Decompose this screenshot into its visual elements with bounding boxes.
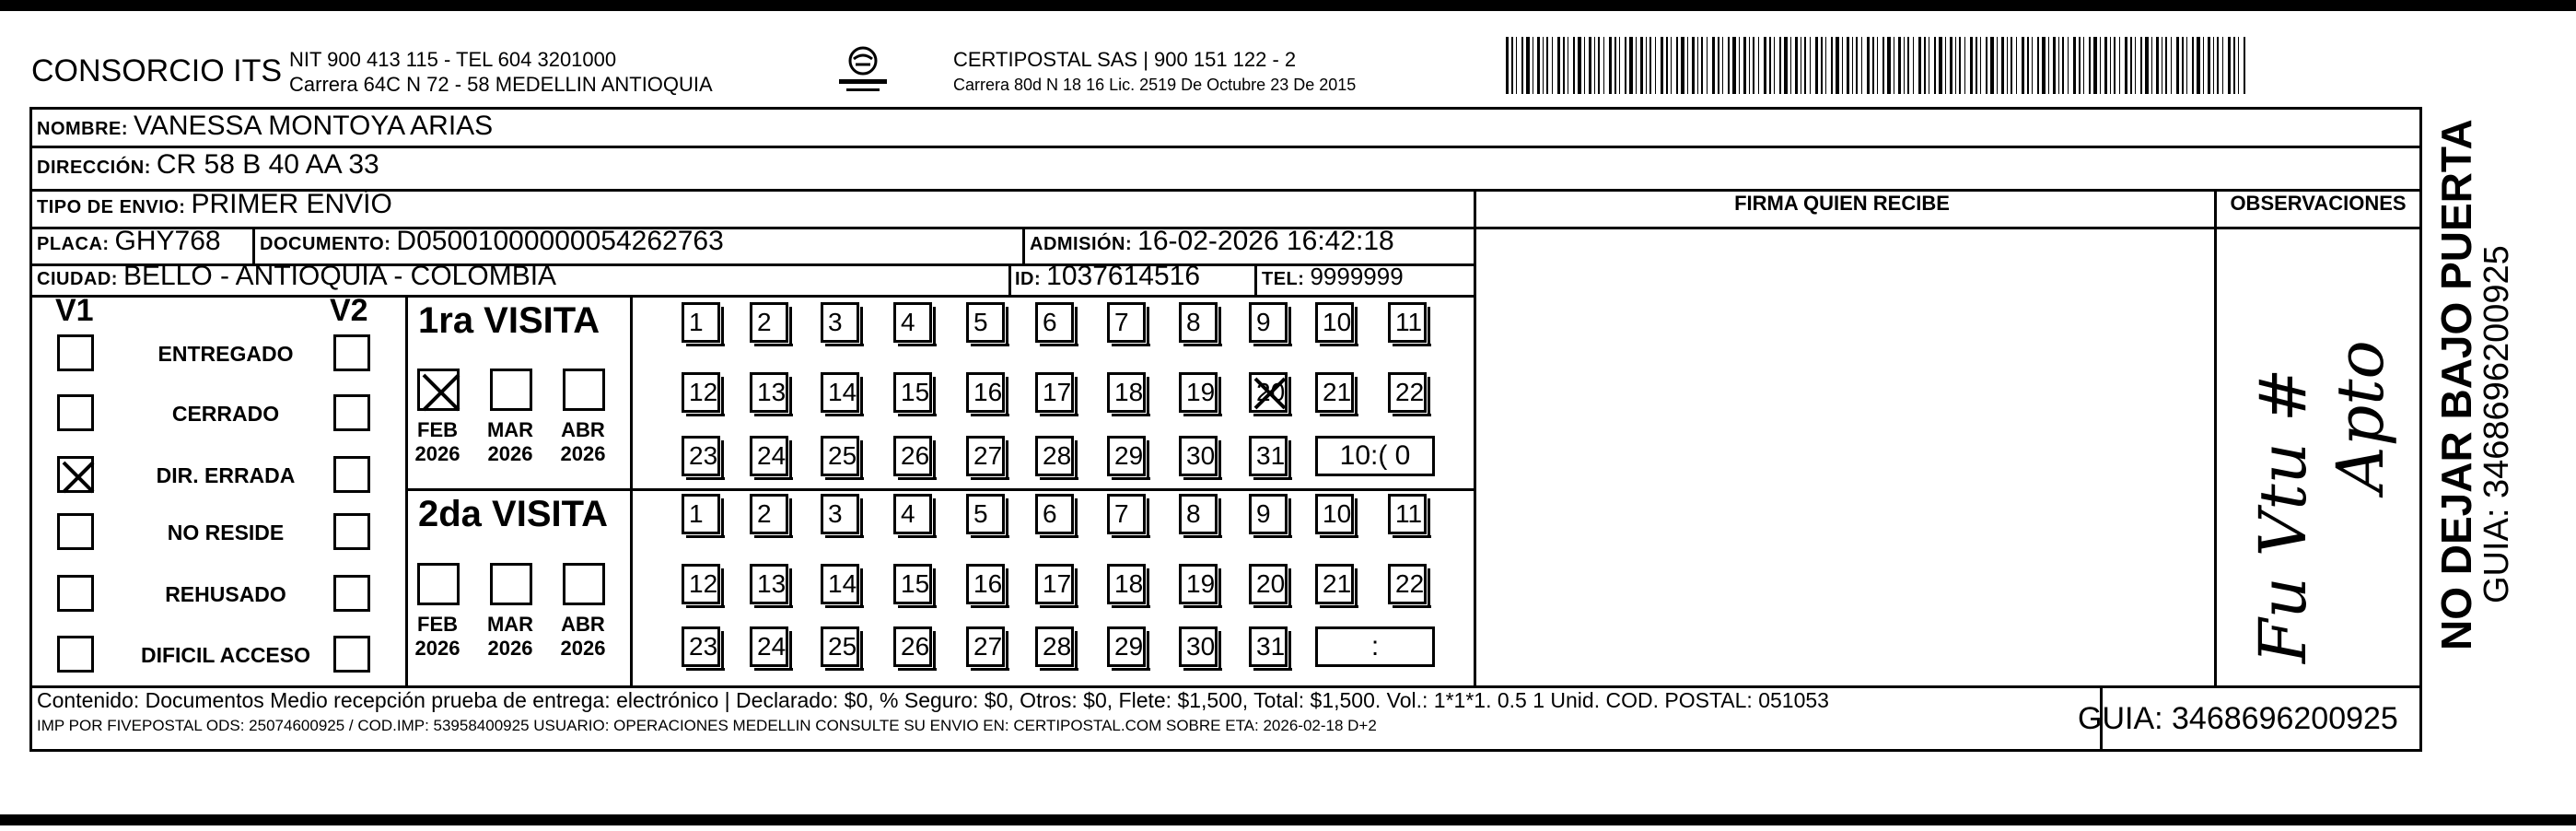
id-label: ID: xyxy=(1015,269,1042,289)
v1-checkbox-3[interactable] xyxy=(57,456,94,493)
first-visit-title: 1ra VISITA xyxy=(418,300,600,341)
second-visit-month-label: ABR 2026 xyxy=(560,613,606,660)
id-value: 1037614516 xyxy=(1046,261,1201,291)
first-visit-day[interactable]: 15 xyxy=(893,372,932,413)
tel-value: 9999999 xyxy=(1310,263,1404,290)
handwritten-observation-2: Apto xyxy=(2323,340,2398,493)
first-visit-day[interactable]: 10 xyxy=(1315,302,1354,343)
shipment-type-label: TIPO DE ENVIO: xyxy=(37,197,186,217)
recipient-row xyxy=(37,111,493,145)
second-visit-month-mar[interactable] xyxy=(490,563,532,605)
first-visit-day[interactable]: 7 xyxy=(1107,302,1146,343)
first-visit-month-label: FEB 2026 xyxy=(414,418,460,465)
second-visit-day[interactable]: 16 xyxy=(966,564,1005,604)
v2-checkbox-6[interactable] xyxy=(333,636,370,673)
first-visit-month-abr[interactable] xyxy=(563,369,605,411)
first-visit-day[interactable]: 26 xyxy=(893,436,932,476)
second-visit-day[interactable]: 22 xyxy=(1388,564,1427,604)
carrier-address: Carrera 80d N 18 16 Lic. 2519 De Octubre 23 De 2015 xyxy=(953,76,1357,94)
v1-checkbox-6[interactable] xyxy=(57,636,94,673)
second-visit-month-label: FEB 2026 xyxy=(414,613,460,660)
admission-row xyxy=(1030,226,1394,260)
first-visit-day[interactable]: 19 xyxy=(1179,372,1218,413)
v1-checkbox-4[interactable] xyxy=(57,513,94,550)
first-visit-day[interactable]: 2 xyxy=(750,302,788,343)
v1-checkbox-1[interactable] xyxy=(57,334,94,371)
second-visit-month-abr[interactable] xyxy=(563,563,605,605)
id-row xyxy=(1015,261,1200,295)
second-visit-day[interactable]: 18 xyxy=(1107,564,1146,604)
address-value: CR 58 B 40 AA 33 xyxy=(156,149,379,180)
second-visit-day[interactable]: 14 xyxy=(821,564,859,604)
first-visit-day[interactable]: 27 xyxy=(966,436,1005,476)
first-visit-day[interactable]: 20 xyxy=(1249,372,1288,413)
side-tracking: GUIA: 3468696200925 xyxy=(2477,245,2516,603)
first-visit-month-label: ABR 2026 xyxy=(560,418,606,465)
tel-row xyxy=(1262,261,1404,295)
second-visit-day[interactable]: 19 xyxy=(1179,564,1218,604)
status-label-5: REHUSADO xyxy=(165,582,286,606)
observations-header: OBSERVACIONES xyxy=(2230,192,2407,215)
second-visit-day[interactable]: 30 xyxy=(1179,626,1218,667)
first-visit-day[interactable]: 22 xyxy=(1388,372,1427,413)
first-visit-day[interactable]: 29 xyxy=(1107,436,1146,476)
second-visit-day[interactable]: 25 xyxy=(821,626,859,667)
first-visit-month-feb[interactable] xyxy=(417,369,460,411)
second-visit-day[interactable]: 5 xyxy=(966,494,1005,534)
second-visit-day[interactable]: 20 xyxy=(1249,564,1288,604)
first-visit-day[interactable]: 13 xyxy=(750,372,788,413)
first-visit-day[interactable]: 14 xyxy=(821,372,859,413)
first-visit-day[interactable]: 9 xyxy=(1249,302,1288,343)
first-visit-day[interactable]: 4 xyxy=(893,302,932,343)
company-name: CONSORCIO ITS xyxy=(31,53,283,88)
second-visit-day[interactable]: 8 xyxy=(1179,494,1218,534)
second-visit-day[interactable]: 10 xyxy=(1315,494,1354,534)
city-row xyxy=(37,261,556,295)
second-visit-day[interactable]: 28 xyxy=(1035,626,1074,667)
second-visit-day[interactable]: 3 xyxy=(821,494,859,534)
first-visit-time[interactable]: 10:( 0 xyxy=(1315,436,1435,476)
second-visit-time[interactable]: : xyxy=(1315,626,1435,667)
shipment-type-value: PRIMER ENVÍO xyxy=(191,189,392,219)
status-label-3: DIR. ERRADA xyxy=(156,463,296,487)
second-visit-day[interactable]: 6 xyxy=(1035,494,1074,534)
status-label-2: CERRADO xyxy=(171,402,280,426)
second-visit-day[interactable]: 13 xyxy=(750,564,788,604)
second-visit-day[interactable]: 12 xyxy=(682,564,720,604)
tracking-number: GUIA: 3468696200925 xyxy=(2078,701,2398,736)
bottom-border xyxy=(0,814,2576,825)
v1-checkbox-2[interactable] xyxy=(57,394,94,431)
second-visit-day[interactable]: 23 xyxy=(682,626,720,667)
first-visit-day[interactable]: 21 xyxy=(1315,372,1354,413)
v2-checkbox-1[interactable] xyxy=(333,334,370,371)
first-visit-day[interactable]: 30 xyxy=(1179,436,1218,476)
status-label-4: NO RESIDE xyxy=(167,521,285,544)
plate-row xyxy=(37,226,221,260)
first-visit-day[interactable]: 28 xyxy=(1035,436,1074,476)
v1-checkbox-5[interactable] xyxy=(57,575,94,612)
first-visit-day[interactable]: 3 xyxy=(821,302,859,343)
first-visit-day[interactable]: 6 xyxy=(1035,302,1074,343)
second-visit-day[interactable]: 1 xyxy=(682,494,720,534)
v2-checkbox-5[interactable] xyxy=(333,575,370,612)
document-label: DOCUMENTO: xyxy=(260,234,391,254)
print-info-line: IMP POR FIVEPOSTAL ODS: 25074600925 / COD.IMP: 53958400925 USUARIO: OPERACIONES MEDELLIN CONSULTE SU ENVIO EN: CERTIPOSTAL.COM SOBRE ETA: 2026-02-18 D+2 xyxy=(37,717,1377,734)
document-row xyxy=(260,226,724,260)
v2-header: V2 xyxy=(330,293,368,328)
barcode xyxy=(1506,37,2252,94)
second-visit-day[interactable]: 27 xyxy=(966,626,1005,667)
first-visit-day[interactable]: 23 xyxy=(682,436,720,476)
v2-checkbox-4[interactable] xyxy=(333,513,370,550)
status-label-6: DIFICIL ACCESO xyxy=(140,643,310,667)
document-value: D05001000000054262763 xyxy=(396,226,724,256)
second-visit-day[interactable]: 7 xyxy=(1107,494,1146,534)
first-visit-day[interactable]: 16 xyxy=(966,372,1005,413)
first-visit-day[interactable]: 25 xyxy=(821,436,859,476)
second-visit-day[interactable]: 26 xyxy=(893,626,932,667)
side-warning: NO DEJAR BAJO PUERTA xyxy=(2432,119,2480,650)
admission-value: 16-02-2026 16:42:18 xyxy=(1137,226,1394,256)
first-visit-day[interactable]: 31 xyxy=(1249,436,1288,476)
top-border xyxy=(0,0,2576,11)
carrier-name: CERTIPOSTAL SAS | 900 151 122 - 2 xyxy=(953,48,1297,71)
second-visit-day[interactable]: 31 xyxy=(1249,626,1288,667)
first-visit-day[interactable]: 8 xyxy=(1179,302,1218,343)
tel-label: TEL: xyxy=(1262,269,1305,289)
handwritten-observation-1: Fu Vtu # xyxy=(2245,368,2321,663)
plate-value: GHY768 xyxy=(114,226,221,256)
admission-label: ADMISIÓN: xyxy=(1030,234,1133,254)
v2-checkbox-3[interactable] xyxy=(333,456,370,493)
second-visit-day[interactable]: 24 xyxy=(750,626,788,667)
second-visit-day[interactable]: 21 xyxy=(1315,564,1354,604)
second-visit-day[interactable]: 2 xyxy=(750,494,788,534)
shipment-type-row xyxy=(37,189,392,223)
second-visit-day[interactable]: 29 xyxy=(1107,626,1146,667)
address-label: DIRECCIÓN: xyxy=(37,158,151,178)
first-visit-day[interactable]: 5 xyxy=(966,302,1005,343)
second-visit-title: 2da VISITA xyxy=(418,494,608,534)
city-value: BELLO - ANTIOQUIA - COLOMBIA xyxy=(122,261,557,291)
first-visit-day[interactable]: 1 xyxy=(682,302,720,343)
second-visit-month-feb[interactable] xyxy=(417,563,460,605)
city-label: CIUDAD: xyxy=(37,269,118,289)
signature-header: FIRMA QUIEN RECIBE xyxy=(1734,192,1950,215)
first-visit-month-label: MAR 2026 xyxy=(486,418,534,465)
second-visit-day[interactable]: 4 xyxy=(893,494,932,534)
second-visit-day[interactable]: 9 xyxy=(1249,494,1288,534)
contents-line: Contenido: Documentos Medio recepción prueba de entrega: electrónico | Declarado: $0, % Seguro: $0, Otros: $0, Flete: $1,500, Total: $1,500. Vol.: 1*1*1. 0.5 1 Unid. COD. POSTAL: 051053 xyxy=(37,688,1829,712)
second-visit-month-label: MAR 2026 xyxy=(486,613,534,660)
status-label-1: ENTREGADO xyxy=(157,342,294,366)
second-visit-day[interactable]: 11 xyxy=(1388,494,1427,534)
v2-checkbox-2[interactable] xyxy=(333,394,370,431)
company-address: Carrera 64C N 72 - 58 MEDELLIN ANTIOQUIA xyxy=(289,73,713,96)
first-visit-day[interactable]: 11 xyxy=(1388,302,1427,343)
address-row xyxy=(37,149,379,183)
plate-label: PLACA: xyxy=(37,234,110,254)
company-nit: NIT 900 413 115 - TEL 604 3201000 xyxy=(289,48,617,71)
first-visit-month-mar[interactable] xyxy=(490,369,532,411)
recipient-name: VANESSA MONTOYA ARIAS xyxy=(134,111,494,141)
first-visit-day[interactable]: 12 xyxy=(682,372,720,413)
v1-header: V1 xyxy=(55,293,94,328)
certipostal-logo xyxy=(833,44,892,98)
second-visit-day[interactable]: 17 xyxy=(1035,564,1074,604)
first-visit-day[interactable]: 24 xyxy=(750,436,788,476)
first-visit-day[interactable]: 17 xyxy=(1035,372,1074,413)
first-visit-day[interactable]: 18 xyxy=(1107,372,1146,413)
second-visit-day[interactable]: 15 xyxy=(893,564,932,604)
recipient-label: NOMBRE: xyxy=(37,119,129,139)
